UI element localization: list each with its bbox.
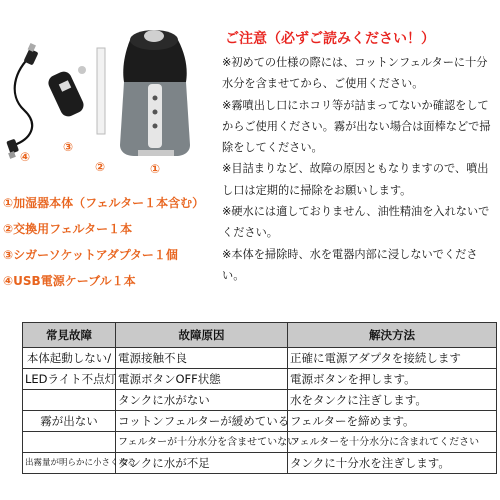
contents-item: ①加湿器本体（フェルター１本含む）: [3, 196, 205, 210]
cause-cell: 電源ボタンOFF状態: [116, 369, 288, 390]
cause-cell: コットンフェルターが緩めている: [116, 411, 288, 432]
table-row: [23, 411, 497, 432]
label-adapter: ③: [63, 140, 74, 154]
table-row: [23, 453, 497, 474]
usb-cable-icon: [6, 43, 38, 159]
car-adapter-icon: [46, 66, 86, 119]
problem-cell: LEDライト不点灯: [23, 369, 116, 390]
contents-item: ④USB電源ケーブル１本: [3, 274, 136, 288]
product-illustration: [0, 0, 220, 185]
table-header-row: [23, 323, 497, 348]
solution-cell: 正確に電源アダプタを接続します: [288, 348, 497, 369]
notice-paragraph: ※本体を掃除時、水を電器内部に浸しないでください。: [222, 247, 478, 282]
table-row: [23, 369, 497, 390]
solution-cell: 電源ボタンを押します。: [288, 369, 497, 390]
table-row: [23, 390, 497, 411]
contents-item: ②交換用フェルター１本: [3, 222, 133, 236]
table-row: [23, 348, 497, 369]
notice-body: [222, 52, 498, 286]
solution-cell: フェルターを十分水分に含まれてください: [288, 432, 497, 453]
problem-cell: 霧が出ない: [23, 411, 116, 432]
notice-title: ご注意（必ずご読みください！）: [225, 31, 435, 47]
notice-paragraph: ※目詰まりなど、故障の原因ともなりますので、噴出し口は定期的に掃除をお願いします。: [222, 162, 489, 197]
solution-cell: タンクに十分水を注ぎします。: [288, 453, 497, 474]
humidifier-icon: [120, 30, 190, 156]
label-humidifier: ①: [150, 162, 161, 176]
notice-paragraph: ※初めての仕様の際には、コットンフェルターに十分水分を含ませてから、ご使用ください。: [222, 56, 488, 91]
problem-cell: 出霧量が明らかに小さくなる: [23, 453, 116, 474]
table-row: [23, 432, 497, 453]
contents-item: ③シガーソケットアダプター１個: [3, 248, 178, 262]
problem-cell: [23, 432, 116, 453]
solution-cell: 水をタンクに注ぎします。: [288, 390, 497, 411]
felt-stick-icon: [97, 48, 105, 134]
cause-cell: 電源接触不良: [116, 348, 288, 369]
label-cable: ④: [20, 150, 31, 164]
cause-cell: フェルターが十分水分を含ませていない: [116, 432, 288, 453]
notice-paragraph: ※霧噴出し口にホコリ等が詰まってないか確認をしてからご使用ください。霧が出ない場合は面棒などで掃除をしてください。: [222, 98, 491, 155]
contents-list: [3, 190, 218, 294]
problem-cell: [23, 390, 116, 411]
solution-cell: フェルターを締めます。: [288, 411, 497, 432]
label-felt: ②: [95, 160, 106, 174]
column-header: 解決方法: [288, 323, 497, 348]
cause-cell: タンクに水がない: [116, 390, 288, 411]
notice-paragraph: ※硬水には適しておりません、油性精油を入れないでください。: [222, 205, 490, 240]
column-header: 故障原因: [116, 323, 288, 348]
cause-cell: タンクに水が不足: [116, 453, 288, 474]
problem-cell: 本体起動しない/: [23, 348, 116, 369]
troubleshooting-table: [22, 322, 497, 474]
column-header: 常見故障: [23, 323, 116, 348]
